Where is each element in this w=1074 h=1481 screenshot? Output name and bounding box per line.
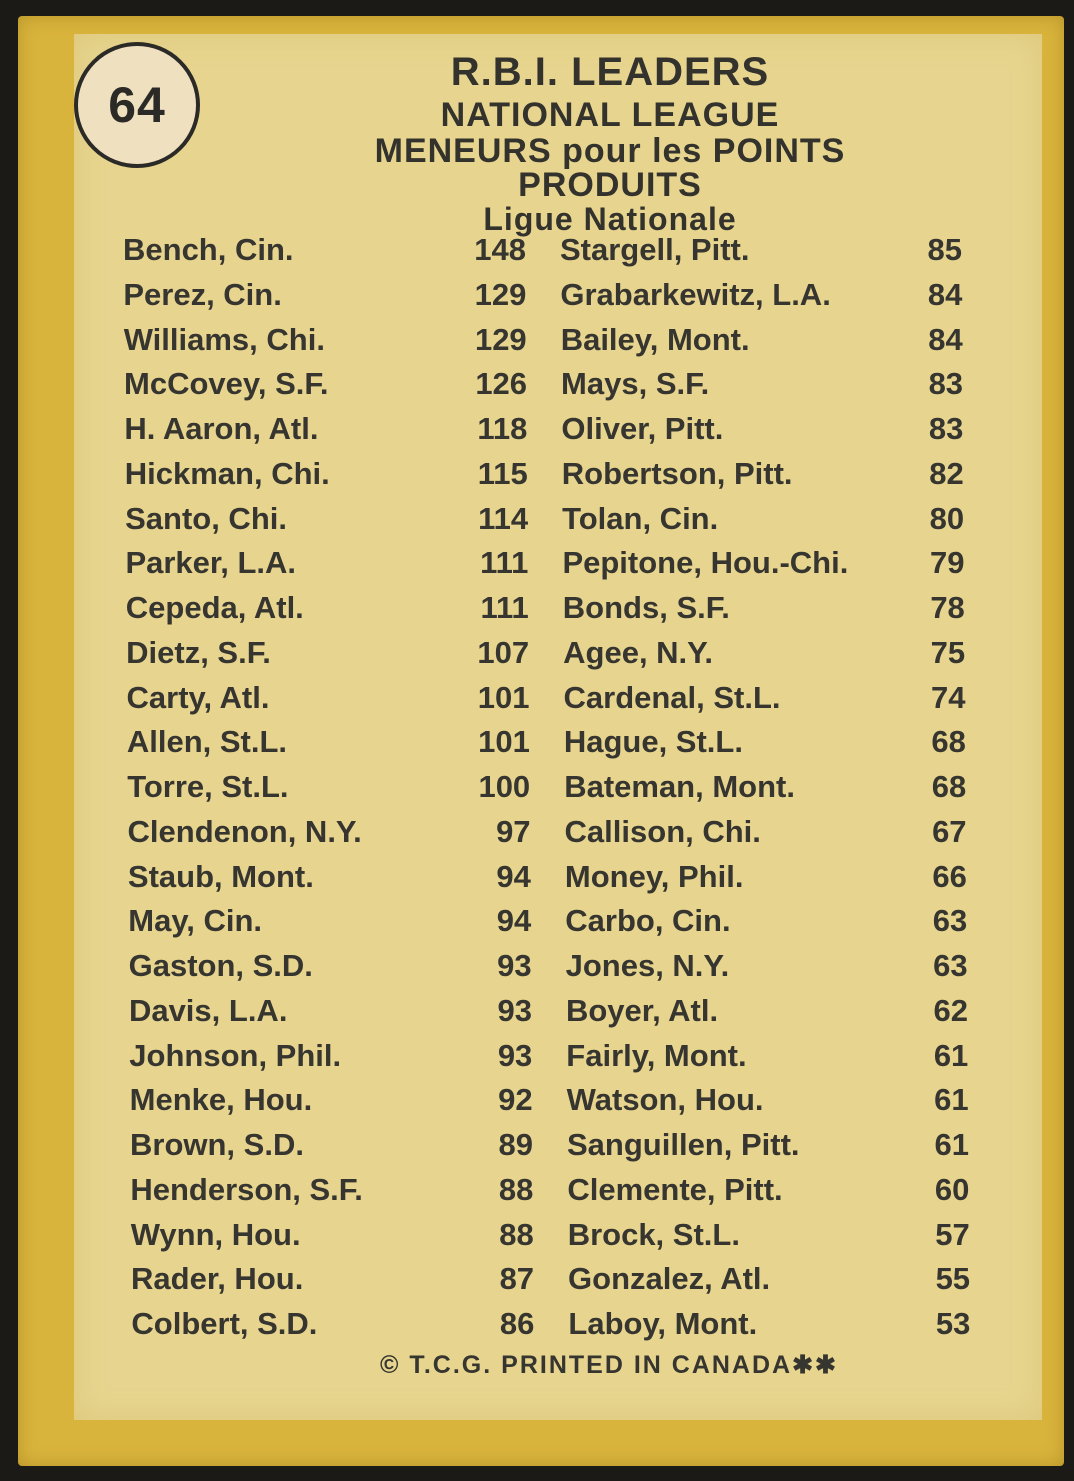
player-name: Cepeda, Atl. xyxy=(125,590,304,625)
leader-row-right xyxy=(561,320,963,360)
player-name: Dietz, S.F. xyxy=(126,634,271,670)
rbi-value: 57 xyxy=(935,1216,970,1252)
rbi-value: 84 xyxy=(927,276,963,312)
rbi-value: 129 xyxy=(474,321,527,357)
leader-row-left xyxy=(124,320,527,360)
rbi-value: 68 xyxy=(931,769,967,804)
leader-row-right xyxy=(567,1080,969,1120)
player-name: Sanguillen, Pitt. xyxy=(567,1127,800,1162)
rbi-value: 61 xyxy=(934,1082,969,1118)
leader-row-left xyxy=(130,1080,533,1120)
leader-row-right xyxy=(568,1304,970,1344)
leader-row-left xyxy=(129,946,532,986)
player-name: Gaston, S.D. xyxy=(128,948,313,983)
player-name: Henderson, S.F. xyxy=(130,1171,363,1207)
rbi-value: 63 xyxy=(932,903,968,939)
leader-row-left xyxy=(131,1259,534,1299)
leader-row-right xyxy=(567,1125,969,1165)
rbi-value: 126 xyxy=(475,366,528,402)
leader-row-left xyxy=(127,767,530,807)
french-title-line1: MENEURS pour les POINTS xyxy=(374,132,846,170)
rbi-value: 94 xyxy=(496,858,531,894)
leader-row-left xyxy=(126,588,529,628)
leader-row-left xyxy=(123,275,526,315)
leader-row-left xyxy=(127,722,530,762)
player-name: Bateman, Mont. xyxy=(564,769,795,804)
leader-row-left xyxy=(129,991,532,1031)
player-name: Jones, N.Y. xyxy=(565,948,730,983)
rbi-value: 78 xyxy=(930,590,965,625)
player-name: Johnson, Phil. xyxy=(129,1037,342,1073)
rbi-value: 88 xyxy=(498,1171,534,1207)
leader-row-left xyxy=(125,499,528,539)
player-name: Boyer, Atl. xyxy=(565,992,719,1028)
player-name: Oliver, Pitt. xyxy=(561,411,724,446)
player-name: Rader, Hou. xyxy=(131,1261,304,1297)
player-name: Grabarkewitz, L.A. xyxy=(560,276,831,312)
leader-row-right xyxy=(562,454,964,494)
rbi-value: 53 xyxy=(935,1306,971,1341)
leader-row-left xyxy=(126,633,529,673)
leader-row-left xyxy=(128,812,531,852)
rbi-value: 68 xyxy=(931,724,966,760)
rbi-value: 62 xyxy=(933,992,968,1028)
rbi-value: 94 xyxy=(496,903,532,939)
player-name: Brown, S.D. xyxy=(130,1127,304,1162)
player-name: Laboy, Mont. xyxy=(568,1306,758,1341)
player-name: Agee, N.Y. xyxy=(563,634,714,670)
player-name: Santo, Chi. xyxy=(125,500,287,536)
player-name: Gonzalez, Atl. xyxy=(568,1261,771,1297)
player-name: Watson, Hou. xyxy=(566,1082,764,1118)
card-number-badge: 64 xyxy=(74,42,200,168)
rbi-value: 60 xyxy=(934,1171,970,1207)
player-name: Williams, Chi. xyxy=(123,321,325,357)
player-name: May, Cin. xyxy=(128,903,263,939)
leader-row-right xyxy=(565,857,967,897)
player-name: Carbo, Cin. xyxy=(565,903,731,939)
league-subtitle: NATIONAL LEAGUE xyxy=(440,96,780,134)
leader-row-right xyxy=(563,588,965,628)
leader-row-right xyxy=(564,767,966,807)
rbi-value: 107 xyxy=(477,634,530,670)
player-name: Hague, St.L. xyxy=(563,724,743,760)
leader-row-right xyxy=(566,1036,968,1076)
leader-row-right xyxy=(568,1215,970,1255)
rbi-value: 100 xyxy=(478,769,531,804)
leader-row-right xyxy=(562,543,964,583)
rbi-value: 129 xyxy=(474,276,527,312)
player-name: Money, Phil. xyxy=(564,858,744,894)
leader-row-left xyxy=(131,1304,534,1344)
rbi-value: 67 xyxy=(932,813,967,849)
player-name: Perez, Cin. xyxy=(123,276,282,312)
player-name: Callison, Chi. xyxy=(564,813,761,849)
leader-row-left xyxy=(124,409,527,449)
leader-row-right xyxy=(568,1259,970,1299)
rbi-value: 93 xyxy=(497,1037,533,1073)
rbi-value: 118 xyxy=(477,411,528,446)
player-name: Robertson, Pitt. xyxy=(561,455,793,491)
leader-row-left xyxy=(127,678,530,718)
player-name: Davis, L.A. xyxy=(128,992,288,1028)
leader-row-left xyxy=(131,1215,534,1255)
rbi-value: 66 xyxy=(932,858,967,894)
player-name: Tolan, Cin. xyxy=(562,500,719,536)
rbi-value: 83 xyxy=(928,411,964,446)
leader-row-right xyxy=(560,275,962,315)
leader-row-right xyxy=(561,364,963,404)
player-name: Torre, St.L. xyxy=(127,769,289,804)
rbi-value: 93 xyxy=(497,992,532,1028)
rbi-value: 83 xyxy=(928,366,964,402)
leader-row-right xyxy=(567,1170,969,1210)
player-name: Pepitone, Hou.-Chi. xyxy=(562,545,849,581)
player-name: Staub, Mont. xyxy=(127,858,314,894)
french-title-line3: Ligue Nationale xyxy=(483,201,737,237)
player-name: Cardenal, St.L. xyxy=(563,679,781,715)
leader-row-left xyxy=(124,364,527,404)
player-name: Menke, Hou. xyxy=(129,1082,313,1118)
rbi-value: 63 xyxy=(933,948,968,983)
rbi-value: 85 xyxy=(927,232,962,267)
leader-row-left xyxy=(123,230,526,270)
leader-row-right xyxy=(564,722,966,762)
rbi-value: 84 xyxy=(928,321,963,357)
rbi-value: 86 xyxy=(499,1306,535,1341)
leader-row-left xyxy=(125,543,528,583)
rbi-value: 101 xyxy=(478,724,530,760)
player-name: Clemente, Pitt. xyxy=(567,1171,783,1207)
player-name: H. Aaron, Atl. xyxy=(124,411,319,446)
player-name: Allen, St.L. xyxy=(126,724,288,760)
player-name: Parker, L.A. xyxy=(125,545,297,581)
leader-row-left xyxy=(130,1170,533,1210)
player-name: Brock, St.L. xyxy=(567,1216,740,1252)
player-name: Mays, S.F. xyxy=(561,366,710,402)
leader-row-right xyxy=(566,946,968,986)
player-name: Colbert, S.D. xyxy=(131,1306,318,1341)
leader-row-left xyxy=(125,454,528,494)
rbi-value: 101 xyxy=(477,679,530,715)
leader-row-right xyxy=(561,409,963,449)
rbi-value: 75 xyxy=(930,634,966,670)
copyright-footer: © T.C.G. PRINTED IN CANADA✱✱ xyxy=(380,1351,838,1379)
rbi-value: 114 xyxy=(478,500,529,536)
rbi-value: 87 xyxy=(499,1261,535,1297)
rbi-value: 79 xyxy=(929,545,965,581)
player-name: Bench, Cin. xyxy=(123,232,294,267)
player-name: Carty, Atl. xyxy=(126,679,270,715)
rbi-value: 89 xyxy=(498,1127,533,1162)
player-name: Bailey, Mont. xyxy=(560,321,750,357)
rbi-value: 55 xyxy=(935,1261,971,1297)
player-name: Hickman, Chi. xyxy=(124,455,330,491)
player-name: Wynn, Hou. xyxy=(130,1216,301,1252)
leader-row-right xyxy=(565,812,967,852)
player-name: Bonds, S.F. xyxy=(562,590,730,625)
leader-row-right xyxy=(563,633,965,673)
rbi-value: 111 xyxy=(480,590,529,625)
rbi-value: 148 xyxy=(474,232,526,267)
rbi-value: 93 xyxy=(497,948,532,983)
player-name: Stargell, Pitt. xyxy=(560,232,750,267)
rbi-value: 74 xyxy=(931,679,966,715)
rbi-value: 88 xyxy=(499,1216,534,1252)
rbi-value: 92 xyxy=(498,1082,533,1118)
rbi-value: 97 xyxy=(496,813,531,849)
rbi-value: 111 xyxy=(480,545,529,581)
leader-row-left xyxy=(128,857,531,897)
leader-row-left xyxy=(128,901,531,941)
leader-row-left xyxy=(130,1125,533,1165)
leader-row-left xyxy=(129,1036,532,1076)
leader-row-right xyxy=(566,991,968,1031)
french-title-line2: PRODUITS xyxy=(518,166,702,204)
leader-row-right xyxy=(565,901,967,941)
rbi-value: 61 xyxy=(934,1127,969,1162)
leader-row-right xyxy=(564,678,966,718)
rbi-value: 82 xyxy=(929,455,964,491)
leader-row-right xyxy=(560,230,962,270)
rbi-value: 115 xyxy=(477,455,528,491)
player-name: McCovey, S.F. xyxy=(124,366,329,402)
card-title: R.B.I. LEADERS xyxy=(450,50,770,94)
player-name: Clendenon, N.Y. xyxy=(127,813,362,849)
leader-row-right xyxy=(562,499,964,539)
rbi-value: 80 xyxy=(929,500,965,536)
player-name: Fairly, Mont. xyxy=(566,1037,747,1073)
rbi-value: 61 xyxy=(933,1037,969,1073)
